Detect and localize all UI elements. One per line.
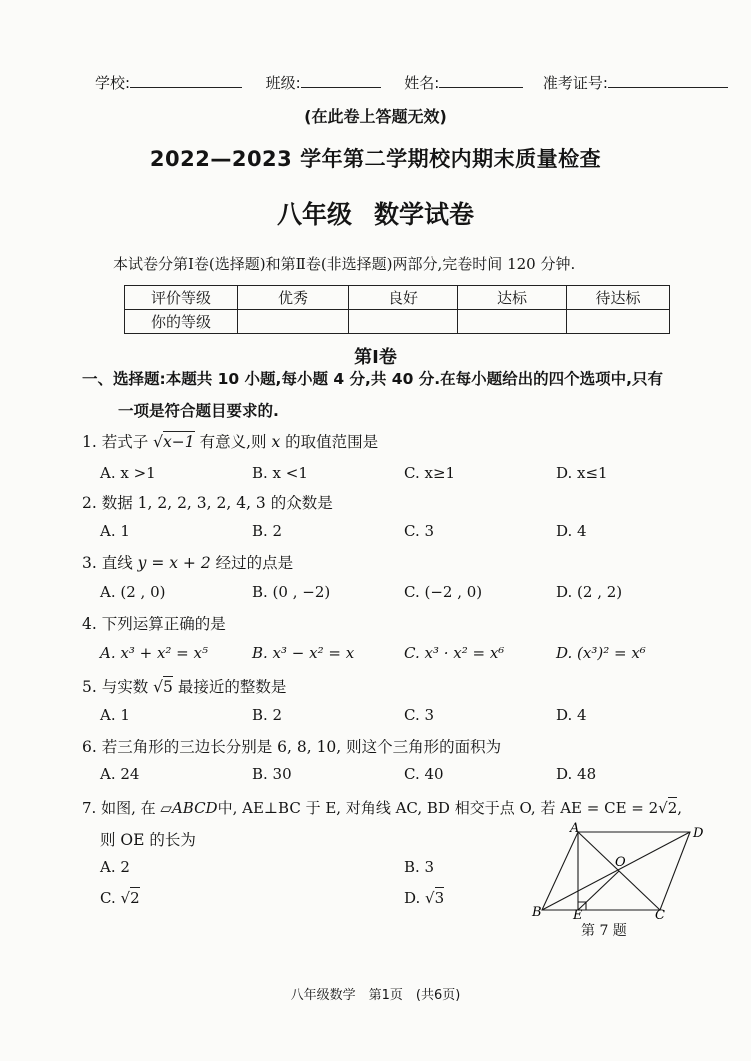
question-5-stem	[82, 675, 286, 697]
school-field[interactable]	[130, 73, 242, 88]
grade-cell: 评价等级	[125, 286, 238, 310]
diagonal-bd	[542, 832, 690, 910]
q3-option-c[interactable]: C. (−2 , 0)	[404, 583, 483, 601]
q1-radicand: x−1	[163, 433, 195, 451]
grade-table-row-yours	[125, 310, 670, 334]
page-footer: 八年级数学 第1页 (共6页)	[290, 988, 461, 1003]
q1-pre: 1. 若式子	[82, 433, 149, 451]
school-label: 学校:	[95, 74, 131, 92]
q1-tail: 的取值范围是	[285, 433, 379, 451]
figure-label-a: A	[570, 821, 580, 836]
figure-label-e: E	[573, 908, 583, 920]
sqrt-sign: √	[153, 433, 164, 451]
q3-option-a[interactable]: A. (2 , 0)	[100, 583, 166, 601]
sqrt-sign: √	[425, 889, 435, 907]
exam-id-label: 准考证号:	[542, 74, 608, 92]
q1-option-b[interactable]: B. x <1	[252, 464, 308, 482]
q7-option-d-radicand: 3	[434, 889, 445, 907]
grade-input-cell[interactable]	[238, 310, 349, 334]
class-label: 班级:	[265, 74, 301, 92]
question-7-stem-cont: 则 OE 的长为	[100, 831, 196, 849]
grade-cell: 良好	[349, 286, 458, 310]
q6-option-d[interactable]: D. 48	[556, 765, 597, 783]
q6-option-b[interactable]: B. 30	[252, 765, 292, 783]
figure-label-c: C	[655, 908, 665, 920]
question-7-stem	[82, 797, 682, 818]
exam-id-field[interactable]	[608, 73, 728, 88]
q5-option-c[interactable]: C. 3	[404, 706, 435, 724]
q2-option-c[interactable]: C. 3	[404, 522, 435, 540]
q5-radicand: 5	[163, 678, 173, 696]
grade-input-cell[interactable]	[567, 310, 670, 334]
q3-tail: 经过的点是	[215, 554, 294, 572]
q7-parallelogram-figure	[528, 820, 718, 920]
sqrt-sign: √	[153, 678, 164, 696]
question-3-stem	[82, 551, 293, 573]
subtitle-subject: 数学试卷	[374, 200, 475, 229]
q7-mid: 中, AE⊥BC 于 E, 对角线 AC, BD 相交于点 O, 若 AE = CE = 2	[217, 799, 659, 817]
q7-end: ,	[677, 799, 683, 817]
grade-cell: 达标	[458, 286, 567, 310]
q1-post: 有意义,则	[199, 433, 267, 451]
sqrt-sign: √	[120, 889, 131, 907]
grade-table	[124, 285, 670, 334]
grade-cell: 待达标	[567, 286, 670, 310]
q4-option-d[interactable]: D. (x³)² = x⁶	[556, 644, 646, 662]
q7-option-d-label: D.	[404, 889, 421, 907]
figure-label-d: D	[693, 826, 704, 841]
question-4-stem: 4. 下列运算正确的是	[82, 615, 226, 633]
q7-pre: 7. 如图, 在	[82, 799, 156, 817]
invalid-answer-note: (在此卷上答题无效)	[304, 107, 447, 126]
grade-input-cell[interactable]	[458, 310, 567, 334]
exam-title: 2022—2023 学年第二学期校内期末质量检查	[149, 147, 602, 171]
q7-option-d[interactable]	[404, 889, 444, 907]
q6-option-a[interactable]: A. 24	[100, 765, 140, 783]
exam-intro: 本试卷分第Ⅰ卷(选择题)和第Ⅱ卷(非选择题)两部分,完卷时间 120 分钟.	[113, 255, 576, 273]
name-label: 姓名:	[404, 74, 440, 92]
q5-option-a[interactable]: A. 1	[100, 706, 130, 724]
q7-parallelogram: ▱ABCD	[160, 799, 218, 817]
figure-label-b: B	[532, 905, 542, 920]
figure-label-o: O	[615, 855, 626, 870]
q3-option-d[interactable]: D. (2 , 2)	[556, 583, 623, 601]
q3-option-b[interactable]: B. (0 , −2)	[252, 583, 331, 601]
question-6-stem: 6. 若三角形的三边长分别是 6, 8, 10, 则这个三角形的面积为	[82, 738, 502, 756]
class-field[interactable]	[301, 73, 381, 88]
student-info-line	[95, 72, 728, 93]
question-2-stem: 2. 数据 1, 2, 2, 3, 2, 4, 3 的众数是	[82, 494, 333, 512]
segment-oe	[578, 871, 619, 910]
grade-input-cell[interactable]	[349, 310, 458, 334]
q1-option-c[interactable]: C. x≥1	[404, 464, 456, 482]
q7-option-c-radicand: 2	[130, 889, 140, 907]
q4-option-a[interactable]: A. x³ + x² = x⁵	[100, 644, 208, 662]
exam-subtitle	[0, 195, 751, 231]
q7-option-c-label: C.	[100, 889, 116, 907]
q5-pre: 5. 与实数	[82, 678, 149, 696]
q7-option-a[interactable]: A. 2	[100, 858, 130, 876]
q4-option-b[interactable]: B. x³ − x² = x	[252, 644, 355, 662]
q2-option-d[interactable]: D. 4	[556, 522, 587, 540]
q1-option-d[interactable]: D. x≤1	[556, 464, 608, 482]
q3-pre: 3. 直线	[82, 554, 133, 572]
section-heading: 一、选择题:本题共 10 小题,每小题 4 分,共 40 分.在每小题给出的四个选项中,只有	[82, 370, 664, 388]
grade-cell: 你的等级	[125, 310, 238, 334]
q5-option-d[interactable]: D. 4	[556, 706, 587, 724]
q7-option-c[interactable]	[100, 889, 140, 907]
subtitle-grade: 八年级	[276, 200, 352, 229]
q3-equation: y = x + 2	[137, 554, 211, 572]
q1-var: x	[271, 433, 281, 451]
q7-figure-caption: 第 7 题	[581, 923, 627, 939]
part-title: 第Ⅰ卷	[354, 347, 397, 368]
question-1-stem	[82, 430, 378, 452]
q7-radicand: 2	[667, 799, 678, 817]
q6-option-c[interactable]: C. 40	[404, 765, 444, 783]
name-field[interactable]	[439, 73, 523, 88]
q5-option-b[interactable]: B. 2	[252, 706, 283, 724]
grade-table-row-header	[125, 286, 670, 310]
q7-option-b[interactable]: B. 3	[404, 858, 435, 876]
grade-cell: 优秀	[238, 286, 349, 310]
q1-option-a[interactable]: A. x >1	[100, 464, 156, 482]
section-heading-cont: 一项是符合题目要求的.	[118, 402, 279, 420]
q5-tail: 最接近的整数是	[177, 678, 287, 696]
q2-option-b[interactable]: B. 2	[252, 522, 283, 540]
q4-option-c[interactable]: C. x³ · x² = x⁶	[404, 644, 505, 662]
sqrt-sign: √	[658, 799, 668, 817]
q2-option-a[interactable]: A. 1	[100, 522, 130, 540]
